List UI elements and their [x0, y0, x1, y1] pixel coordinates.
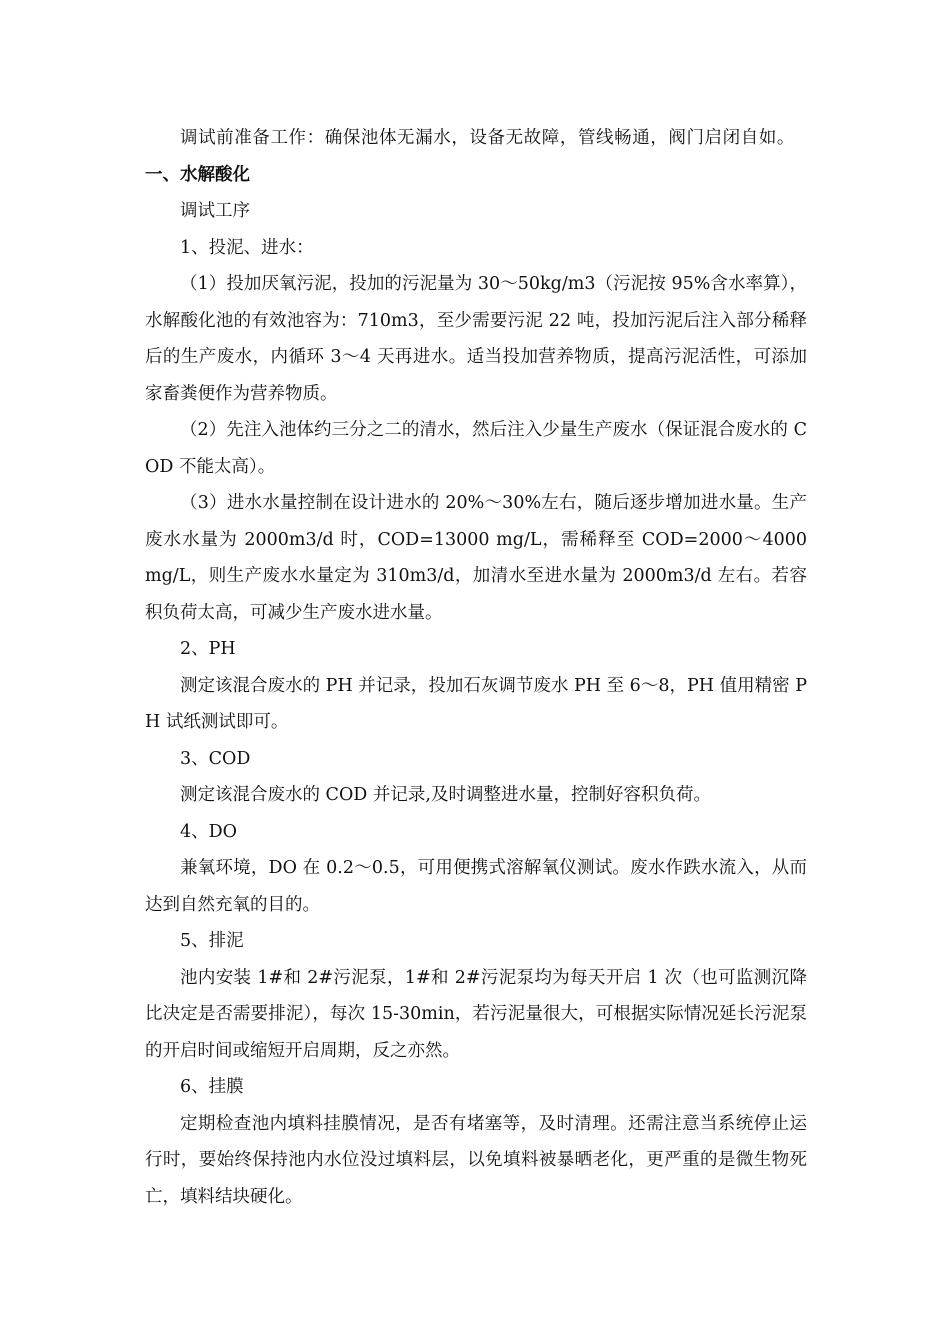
intro-paragraph — [145, 120, 807, 193]
step-1-paragraph-1: （1）投加厌氧污泥，投加的污泥量为 30～50kg/m3（污泥按 95%含水率算），水解酸化池的有效池容为：710m3，至少需要污泥 22 吨，投加污泥后注入部分稀释后的生产废水，内循环 3～4 天再进水。适当投加营养物质，提高污泥活性，可添加家畜粪便作为营养物质。 — [145, 274, 807, 404]
step-1-title: 1、投泥、进水： — [180, 237, 314, 258]
step-3-body: 测定该混合废水的 COD 并记录,及时调整进水量，控制好容积负荷。 — [180, 785, 711, 805]
step-3-title: 3、COD — [180, 748, 251, 769]
step-2-body: 测定该混合废水的 PH 并记录，投加石灰调节废水 PH 至 6～8，PH 值用精密 PH 试纸测试即可。 — [145, 675, 807, 732]
step-1-paragraph-3: （3）进水水量控制在设计进水的 20%～30%左右，随后逐步增加进水量。生产废水水量为 2000m3/d 时，COD=13000 mg/L，需稀释至 COD=2000～4000 mg/L，则生产废水水量定为 310m3/d，加清水至进水量为 2000m3/d 左右。若容积负荷太高，可减少生产废水进水量。 — [145, 493, 807, 623]
process-title: 调试工序 — [180, 201, 250, 221]
step-5-title: 5、排泥 — [180, 931, 244, 951]
step-4-title: 4、DO — [180, 821, 238, 842]
step-5-body: 池内安装 1#和 2#污泥泵，1#和 2#污泥泵均为每天开启 1 次（也可监测沉降比决定是否需要排泥），每次 15-30min，若污泥量很大，可根据实际情况延长污泥泵的开启时间或缩短开启周期，反之亦然。 — [145, 967, 807, 1061]
step-1-paragraph-2: （2）先注入池体约三分之二的清水，然后注入少量生产废水（保证混合废水的 COD 不能太高）。 — [145, 420, 807, 477]
step-6-body: 定期检查池内填料挂膜情况，是否有堵塞等，及时清理。还需注意当系统停止运行时，要始终保持池内水位没过填料层，以免填料被暴晒老化，更严重的是微生物死亡，填料结块硬化。 — [145, 1113, 807, 1207]
step-2-title: 2、PH — [180, 639, 236, 659]
intro-text: 调试前准备工作：确保池体无漏水，设备无故障，管线畅通，阀门启闭自如。 — [180, 128, 795, 148]
section-heading: 一、水解酸化 — [145, 164, 250, 185]
step-6-title: 6、挂膜 — [180, 1077, 244, 1097]
step-4-body: 兼氧环境，DO 在 0.2～0.5，可用便携式溶解氧仪测试。废水作跌水流入，从而达到自然充氧的目的。 — [145, 858, 807, 915]
document-page — [145, 120, 807, 1215]
